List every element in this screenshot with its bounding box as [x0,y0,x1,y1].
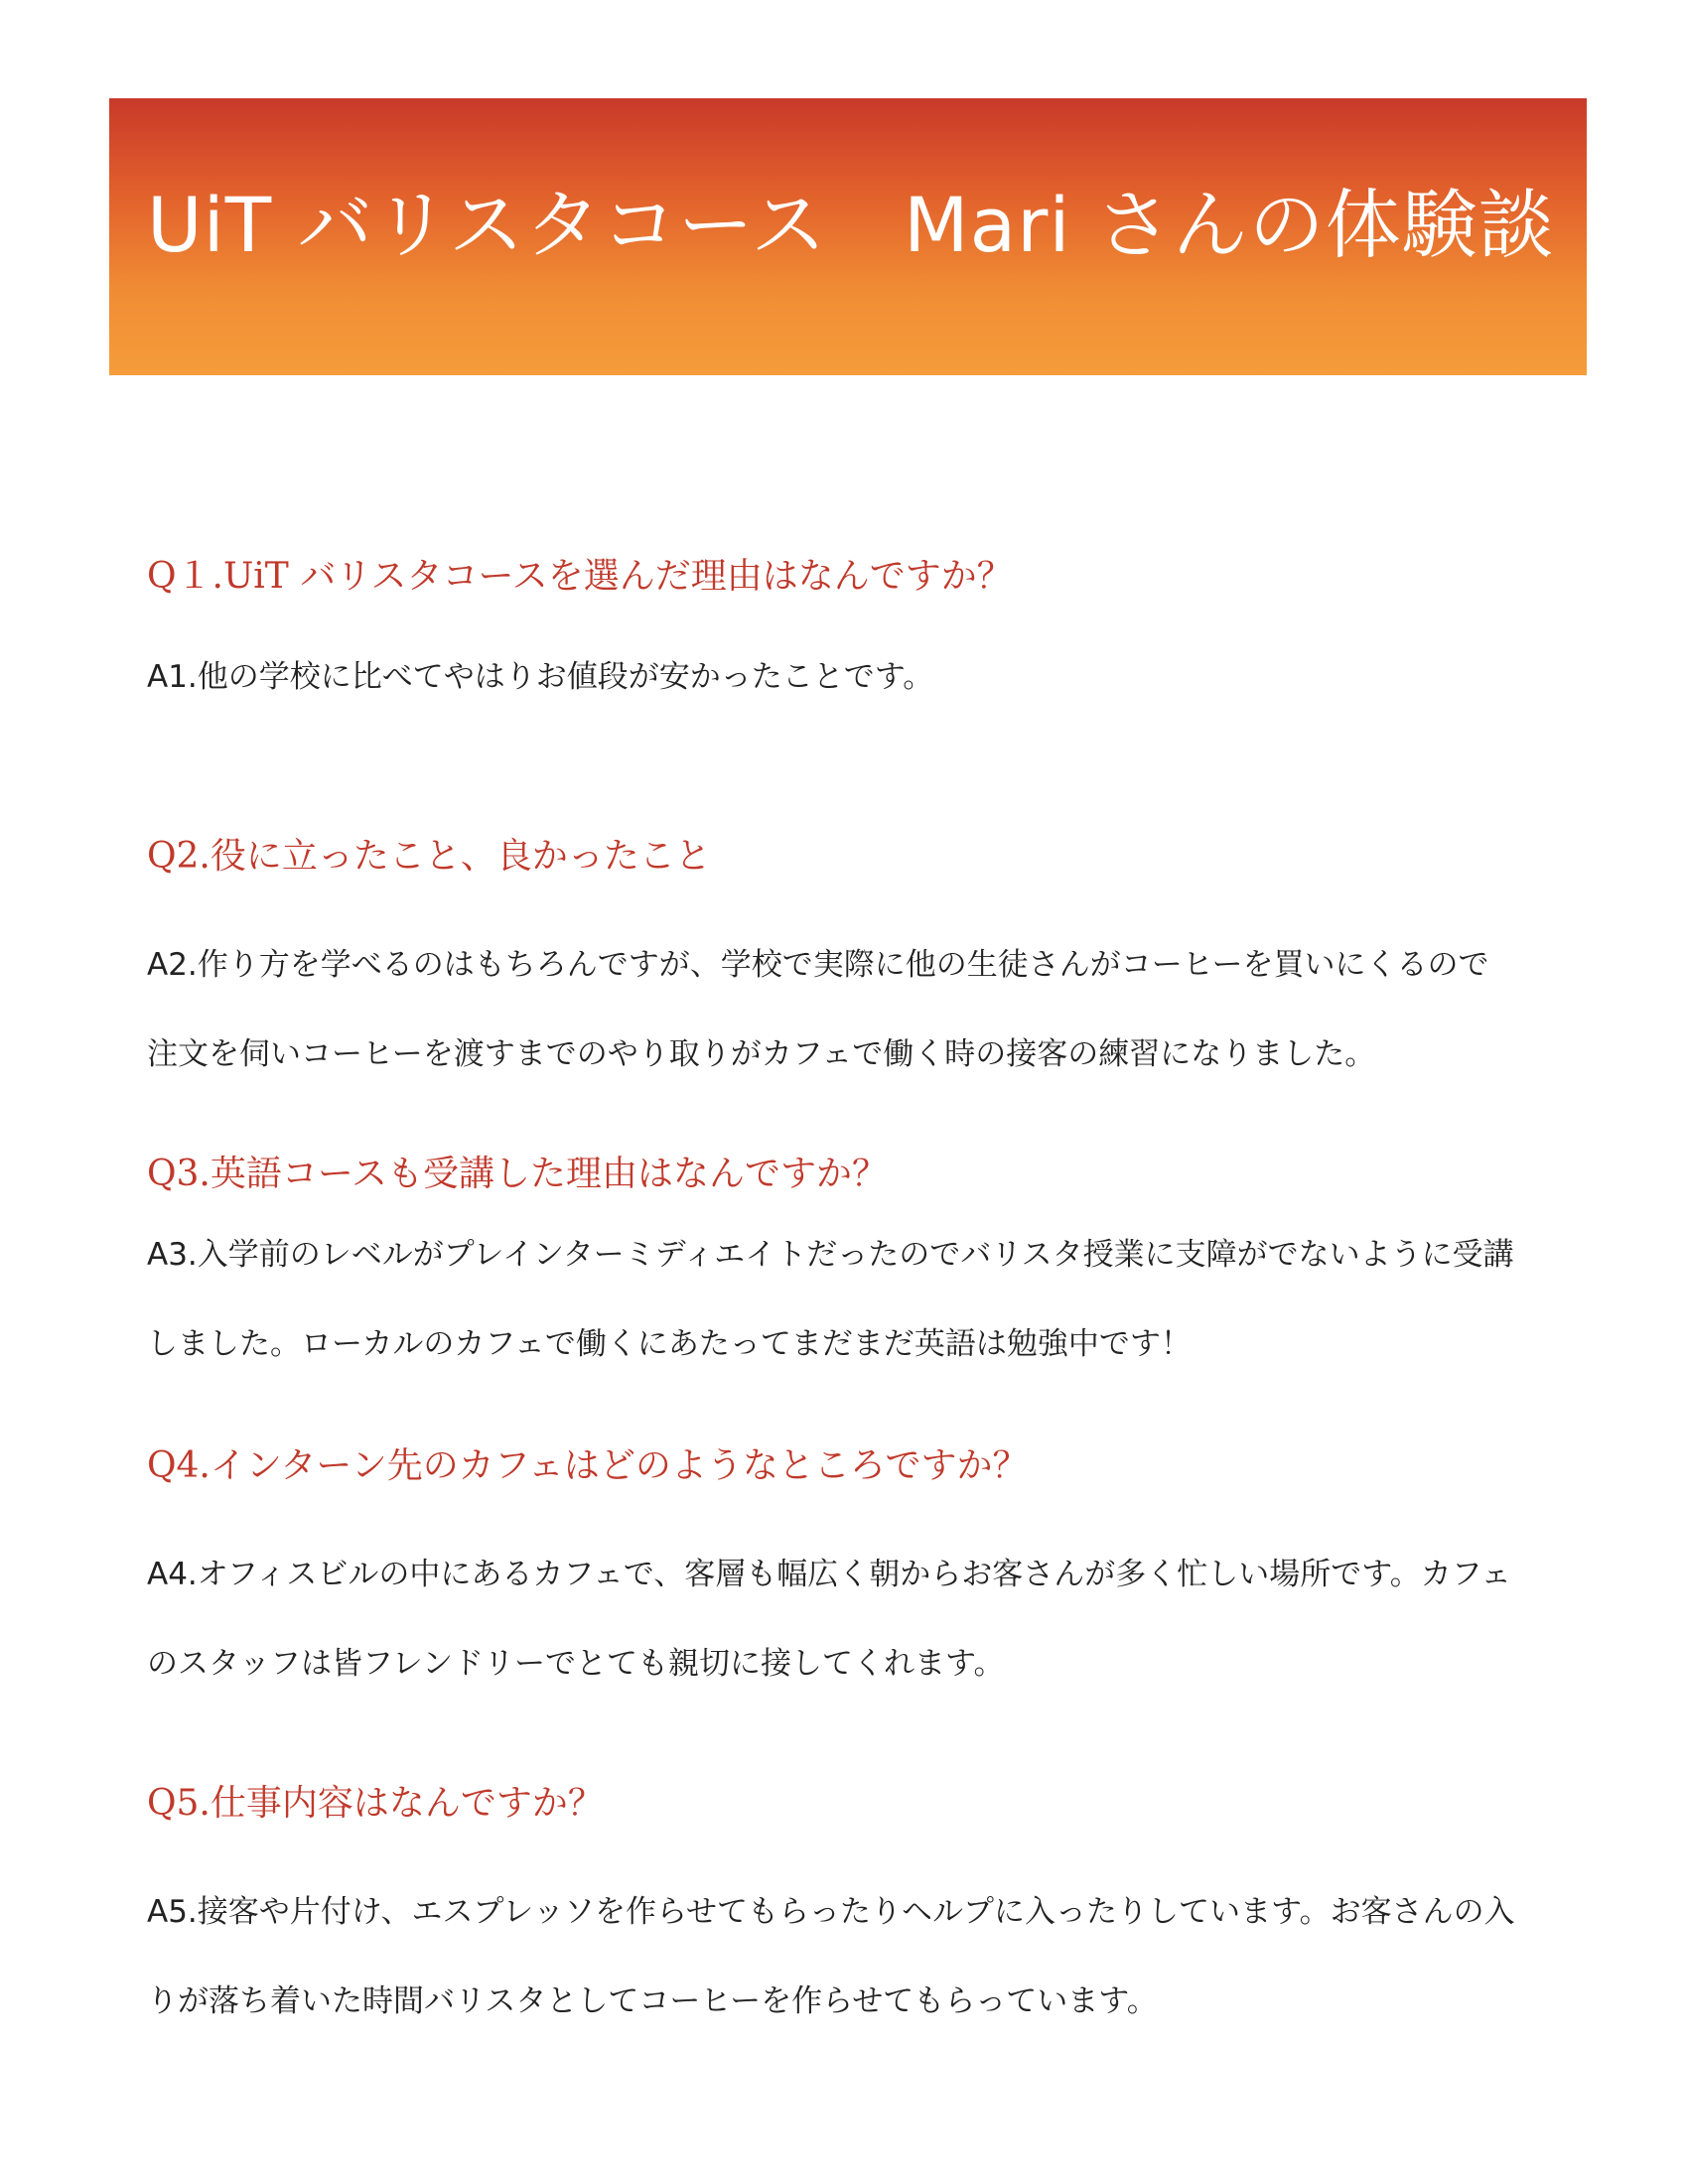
question-4: Q4.インターン先のカフェはどのようなところですか？ [147,1445,1029,1486]
question-2: Q2.役に立ったこと、良かったこと [147,836,711,877]
question-3: Q3.英語コースも受講した理由はなんですか？ [147,1154,889,1194]
title-banner [109,98,1587,375]
answer-3: A3.入学前のレベルがプレインターミディエイトだったのでバリスタ授業に支障がでないように受講しました。ローカルのカフェで働くにあたってまだまだ英語は勉強中です！ [147,1237,1514,1362]
qa-section [147,541,1517,2046]
page-title: UiT バリスタコース Mari さんの体験談 [147,181,1555,269]
question-5: Q5.仕事内容はなんですか？ [147,1783,604,1824]
answer-2: A2.作り方を学べるのはもちろんですが、学校で実際に他の生徒さんがコーヒーを買いにくるので注文を伺いコーヒーを渡すまでのやり取りがカフェで働く時の接客の練習になりました。 [147,947,1489,1072]
question-1: Q１.UiT バリスタコースを選んだ理由はなんですか？ [147,556,1013,597]
answer-5: A5.接客や片付け、エスプレッソを作らせてもらったりヘルプに入ったりしています。お客さんの入りが落ち着いた時間バリスタとしてコーヒーを作らせてもらっています。 [147,1894,1515,2019]
answer-4: A4.オフィスビルの中にあるカフェで、客層も幅広く朝からお客さんが多く忙しい場所です。カフェのスタッフは皆フレンドリーでとても親切に接してくれます。 [147,1557,1512,1682]
answer-1: A1.他の学校に比べてやはりお値段が安かったことです。 [147,659,934,695]
